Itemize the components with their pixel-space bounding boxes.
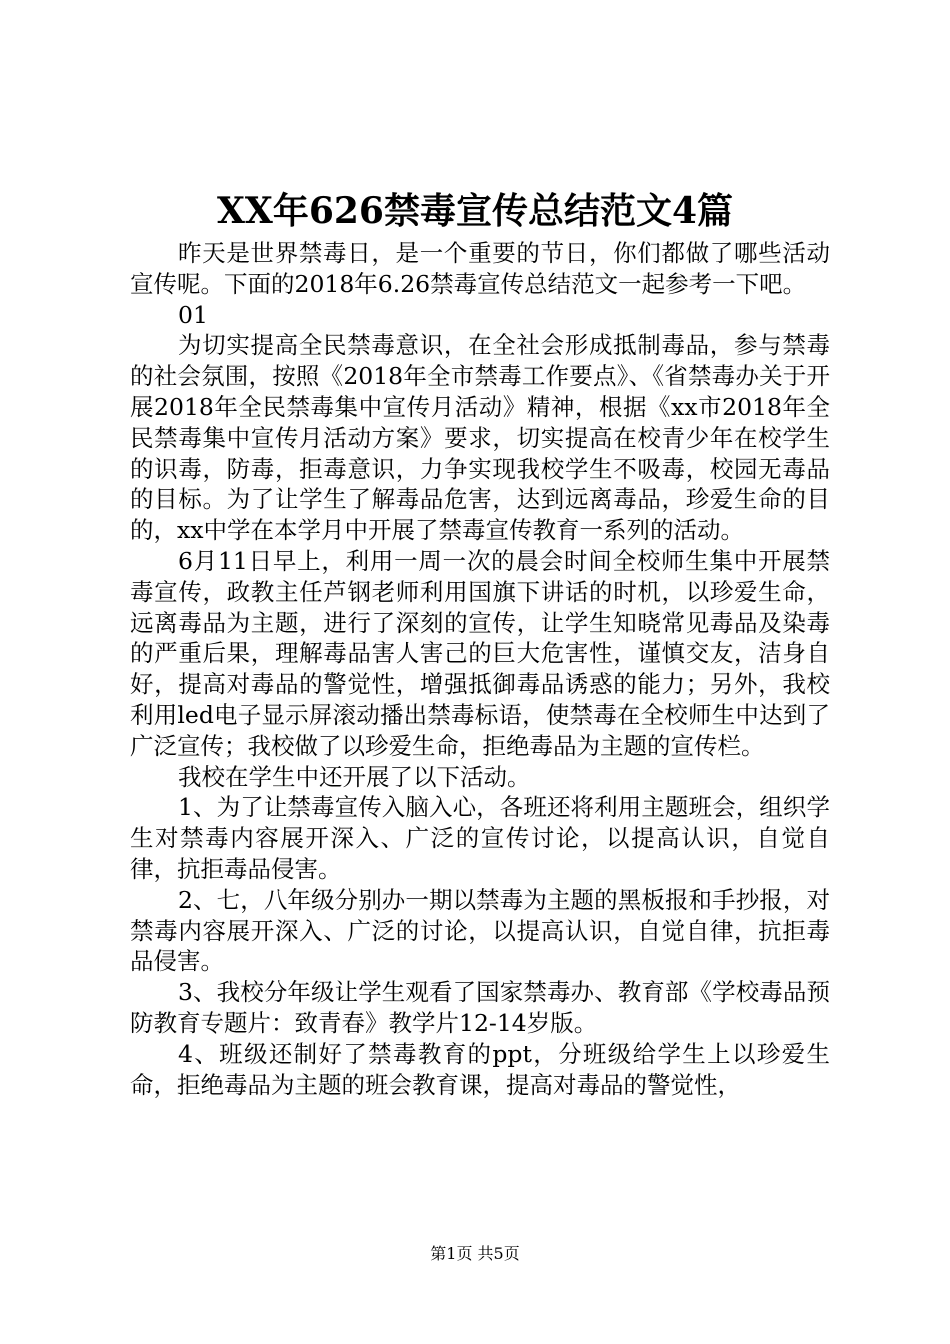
paragraph-activity-4: 4、班级还制好了禁毒教育的ppt，分班级给学生上以珍爱生命，拒绝毒品为主题的班会教育课，提高对毒品的警觉性， — [130, 1039, 830, 1099]
paragraph-morning-meeting: 6月11日早上，利用一周一次的晨会时间全校师生集中开展禁毒宣传，政教主任芦钢老师利用国旗下讲话的时机，以珍爱生命，远离毒品为主题，进行了深刻的宣传，让学生知晓常见毒品及染毒的严重后果，理解毒品害人害己的巨大危害性，谨慎交友，洁身自好，提高对毒品的警觉性，增强抵御毒品诱惑的能力；另外，我校利用led电子显示屏滚动播出禁毒标语，使禁毒在全校师生中达到了广泛宣传；我校做了以珍爱生命，拒绝毒品为主题的宣传栏。 — [130, 546, 830, 760]
paragraph-activity-1: 1、为了让禁毒宣传入脑入心，各班还将利用主题班会，组织学生对禁毒内容展开深入、广泛的宣传讨论，以提高认识，自觉自律，抗拒毒品侵害。 — [130, 793, 830, 883]
page-footer: 第1页 共5页 — [430, 1244, 520, 1263]
paragraph-purpose: 为切实提高全民禁毒意识，在全社会形成抵制毒品，参与禁毒的社会氛围，按照《2018年全市禁毒工作要点》、《省禁毒办关于开展2018年全民禁毒集中宣传月活动》精神，根据《xx市2018年全民禁毒集中宣传月活动方案》要求，切实提高在校青少年在校学生的识毒，防毒，拒毒意识，力争实现我校学生不吸毒，校园无毒品的目标。为了让学生了解毒品危害，达到远离毒品，珍爱生命的目的，xx中学在本学月中开展了禁毒宣传教育一系列的活动。 — [130, 331, 830, 545]
paragraph-intro: 昨天是世界禁毒日，是一个重要的节日，你们都做了哪些活动宣传呢。下面的2018年6.26禁毒宣传总结范文一起参考一下吧。 — [130, 239, 830, 298]
paragraph-activity-2: 2、七，八年级分别办一期以禁毒为主题的黑板报和手抄报，对禁毒内容展开深入、广泛的讨论，以提高认识，自觉自律，抗拒毒品侵害。 — [130, 885, 830, 976]
paragraph-section-number: 01 — [178, 300, 208, 329]
document-body — [130, 238, 830, 1100]
paragraph-activity-3: 3、我校分年级让学生观看了国家禁毒办、教育部《学校毒品预防教育专题片：致青春》教学片12-14岁版。 — [130, 978, 830, 1037]
document-title: XX年626禁毒宣传总结范文4篇 — [216, 190, 734, 232]
paragraph-activities-intro: 我校在学生中还开展了以下活动。 — [178, 762, 531, 791]
